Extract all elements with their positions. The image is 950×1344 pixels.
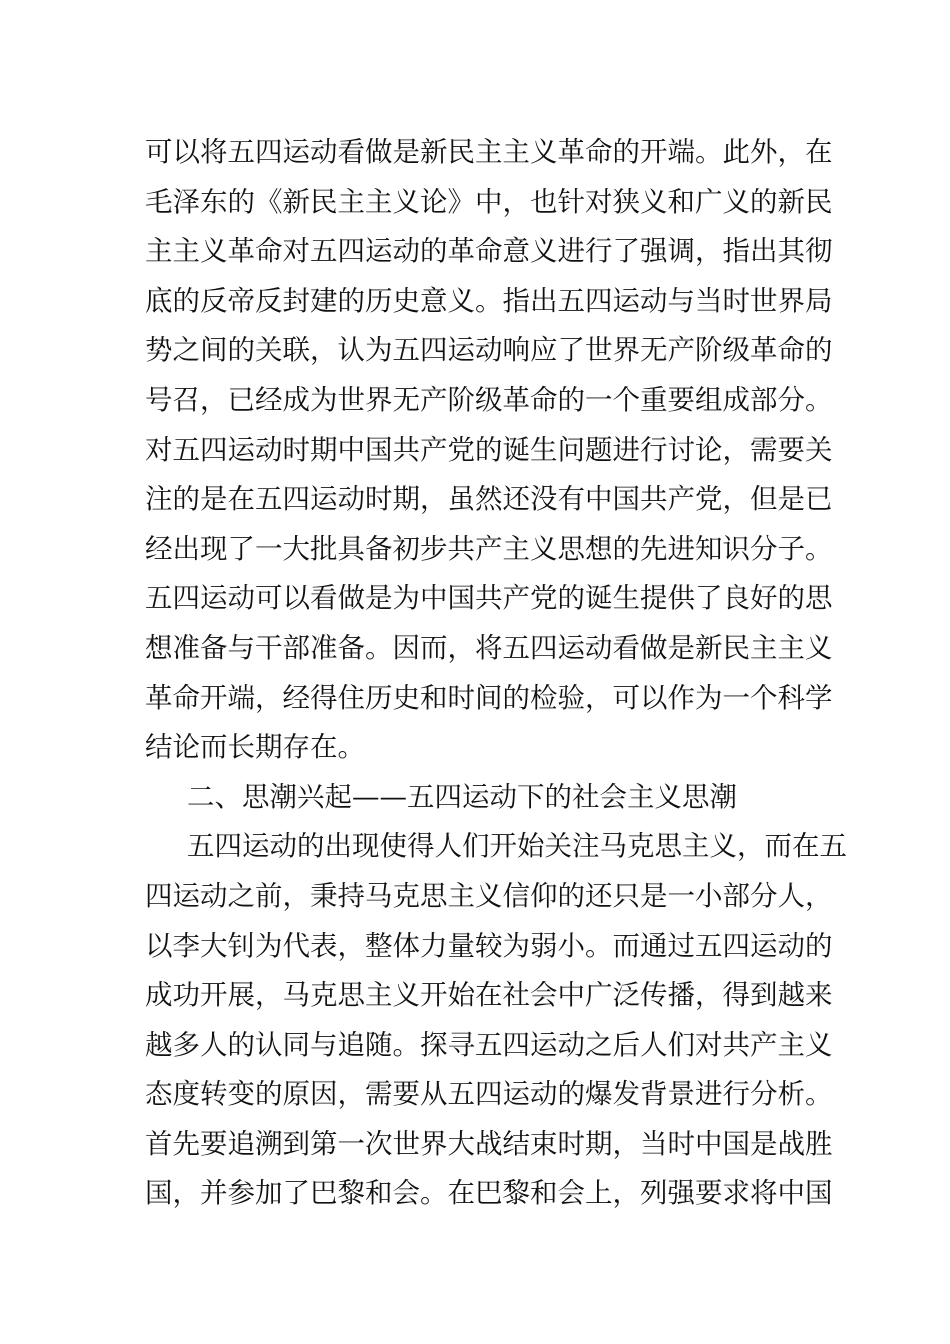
text-line: 国，并参加了巴黎和会。在巴黎和会上，列强要求将中国 — [145, 1177, 833, 1210]
text-line: 主主义革命对五四运动的革命意义进行了强调，指出其彻 — [145, 235, 833, 268]
text-line: 可以将五四运动看做是新民主主义革命的开端。此外，在 — [145, 136, 833, 168]
text-line: 四运动之前，秉持马克思主义信仰的还只是一小部分人， — [145, 879, 833, 912]
text-line: 结论而长期存在。 — [145, 731, 365, 764]
text-line: 注的是在五四运动时期，虽然还没有中国共产党，但是已 — [145, 483, 833, 516]
text-line: 五四运动可以看做是为中国共产党的诞生提供了良好的思 — [145, 582, 833, 615]
text-line: 首先要追溯到第一次世界大战结束时期，当时中国是战胜 — [145, 1127, 833, 1160]
section-heading: 二、思潮兴起——五四运动下的社会主义思潮 — [187, 780, 737, 813]
text-line: 底的反帝反封建的历史意义。指出五四运动与当时世界局 — [145, 284, 833, 317]
text-line: 以李大钊为代表，整体力量较为弱小。而通过五四运动的 — [145, 929, 833, 962]
text-line: 势之间的关联，认为五四运动响应了世界无产阶级革命的 — [145, 334, 833, 367]
text-line: 经出现了一大批具备初步共产主义思想的先进知识分子。 — [145, 532, 833, 565]
text-line: 越多人的认同与追随。探寻五四运动之后人们对共产主义 — [145, 1028, 833, 1061]
text-line: 对五四运动时期中国共产党的诞生问题进行讨论，需要关 — [145, 433, 833, 466]
text-line: 毛泽东的《新民主主义论》中，也针对狭义和广义的新民 — [145, 185, 833, 218]
text-line: 成功开展，马克思主义开始在社会中广泛传播，得到越来 — [145, 979, 833, 1012]
body-text — [145, 128, 847, 1219]
text-line: 号召，已经成为世界无产阶级革命的一个重要组成部分。 — [145, 383, 833, 416]
text-line: 五四运动的出现使得人们开始关注马克思主义，而在五 — [187, 830, 847, 863]
text-line: 态度转变的原因，需要从五四运动的爆发背景进行分析。 — [145, 1078, 833, 1111]
text-line: 革命开端，经得住历史和时间的检验，可以作为一个科学 — [145, 681, 833, 714]
text-line: 想准备与干部准备。因而，将五四运动看做是新民主主义 — [145, 631, 833, 664]
